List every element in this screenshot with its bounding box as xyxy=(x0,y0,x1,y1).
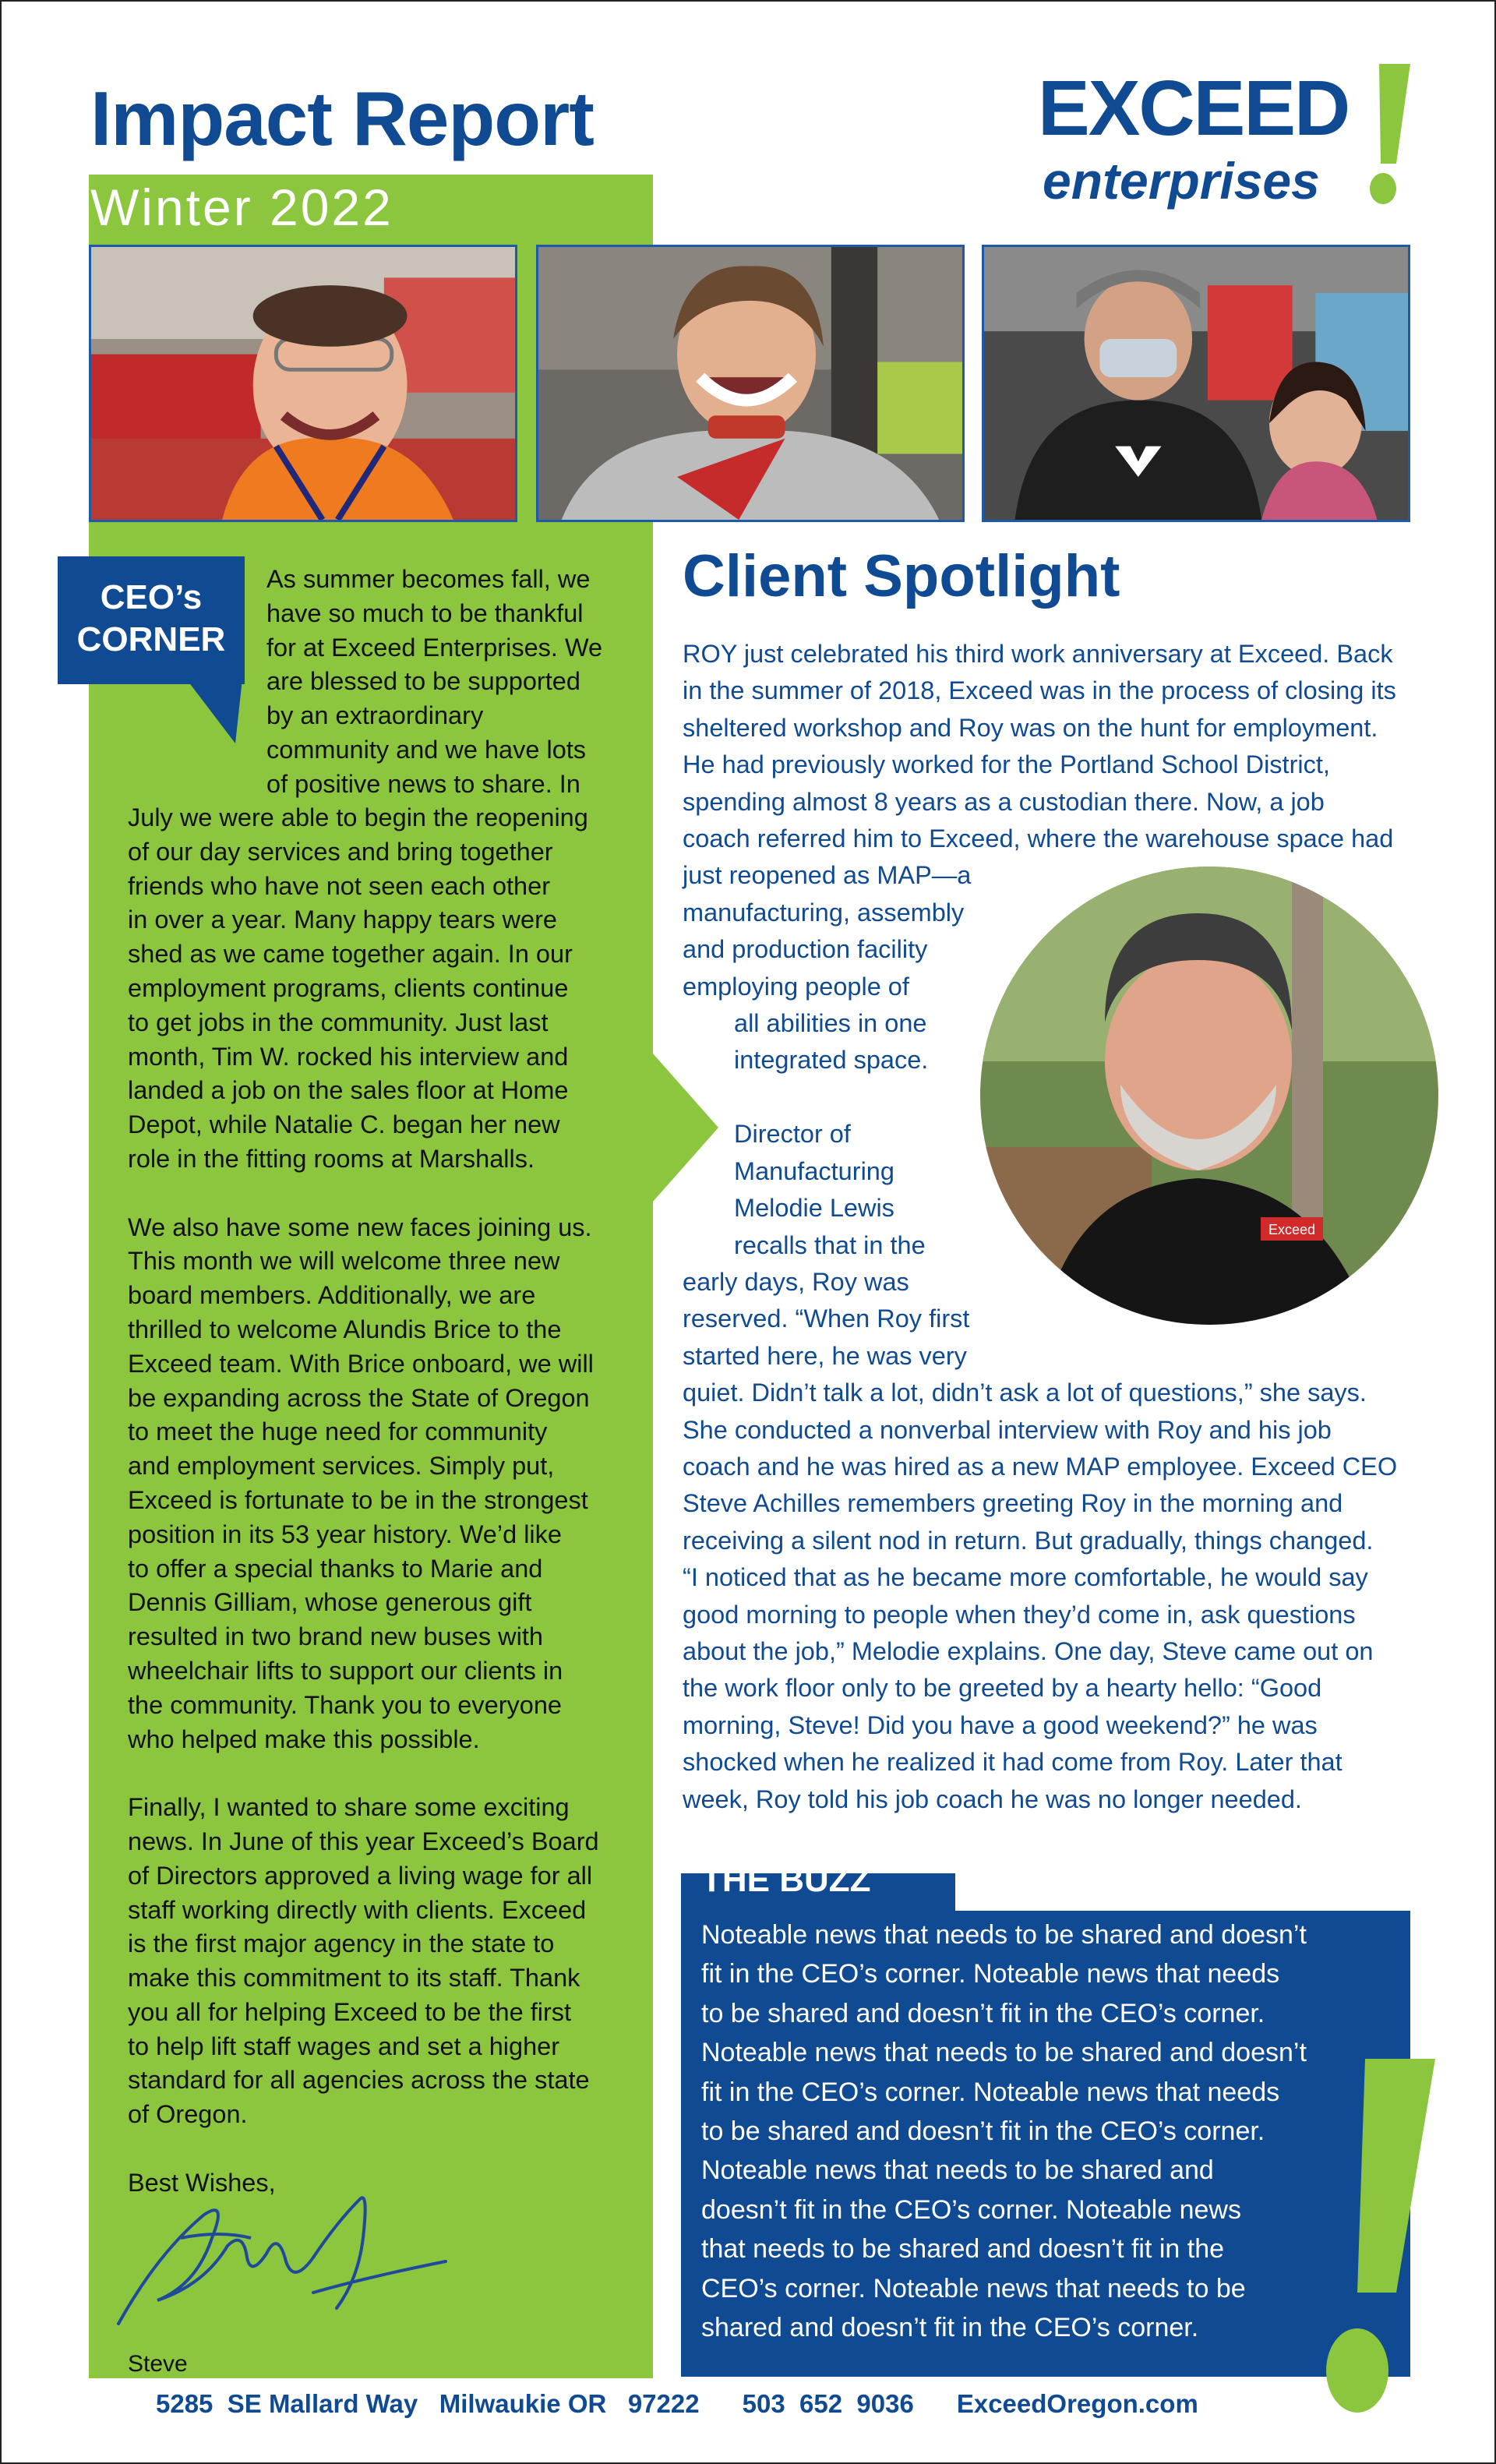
photo-roy xyxy=(980,867,1438,1325)
text-line: receiving a silent nod in return. But gradually, things changed. xyxy=(683,1526,1374,1555)
text-line: reserved. “When Roy first xyxy=(683,1304,970,1333)
text-line: is the first major agency in the state to xyxy=(128,1929,555,1958)
text-line: early days, Roy was xyxy=(683,1267,909,1296)
text-line: fit in the CEO’s corner. Noteable news that needs xyxy=(701,2077,1280,2107)
text-line: coach and he was hired as a new MAP employee. Exceed CEO xyxy=(683,1452,1398,1481)
text-line: Finally, I wanted to share some exciting xyxy=(128,1793,570,1822)
page-subtitle: Winter 2022 xyxy=(90,178,393,236)
text-line: recalls that in the xyxy=(734,1230,926,1259)
signoff-name: Steve xyxy=(128,2351,188,2377)
text-line: of our day services and bring together xyxy=(128,837,553,866)
page-title: Impact Report xyxy=(90,76,594,161)
speech-tail-icon xyxy=(181,672,243,750)
logo-word-enterprises: enterprises xyxy=(1043,152,1320,210)
text-line: Exceed is fortunate to be in the strongest xyxy=(128,1485,588,1514)
text-line: month, Tim W. rocked his interview and xyxy=(128,1042,569,1071)
text-line: resulted in two brand new buses with xyxy=(128,1622,543,1651)
text-line: by an extraordinary xyxy=(266,701,484,730)
text-line: We also have some new faces joining us. xyxy=(128,1213,592,1241)
footer-address: 5285 SE Mallard Way Milwaukie OR 97222 xyxy=(156,2389,700,2418)
text-line: to get jobs in the community. Just last xyxy=(128,1008,549,1036)
text-line: role in the fitting rooms at Marshalls. xyxy=(128,1144,535,1173)
text-line: employment programs, clients continue xyxy=(128,973,569,1002)
text-line: and employment services. Simply put, xyxy=(128,1452,555,1481)
text-line: thrilled to welcome Alundis Brice to the xyxy=(128,1315,562,1343)
text-line: the community. Thank you to everyone xyxy=(128,1690,563,1719)
text-line: you all for helping Exceed to be the first xyxy=(128,1997,572,2026)
text-line: July we were able to begin the reopening xyxy=(128,803,588,831)
ceo-letter-intro xyxy=(266,563,602,802)
text-line: He had previously worked for the Portland School District, xyxy=(683,750,1330,779)
text-line: ROY just celebrated his third work anniversary at Exceed. Back xyxy=(683,640,1393,668)
text-line: that needs to be shared and doesn’t fit in the xyxy=(701,2234,1225,2265)
text-line: doesn’t fit in the CEO’s corner. Noteable news xyxy=(701,2194,1241,2225)
text-line: Director of xyxy=(734,1120,851,1149)
text-line: about the job,” Melodie explains. One day, Steve came out on xyxy=(683,1636,1374,1665)
text-line: are blessed to be supported xyxy=(266,667,580,696)
text-line: make this commitment to its staff. Thank xyxy=(128,1964,580,1993)
text-line: employing people of xyxy=(683,972,909,1001)
buzz-notch xyxy=(955,1873,1415,1911)
text-line xyxy=(128,1177,599,1211)
text-line xyxy=(128,2132,599,2166)
logo-word-exceed: EXCEED xyxy=(1038,65,1350,152)
text-line: Depot, while Natalie C. began her new xyxy=(128,1110,560,1139)
text-line: of Directors approved a living wage for all xyxy=(128,1861,593,1890)
text-line: Dennis Gilliam, whose generous gift xyxy=(128,1588,532,1617)
text-line: board members. Additionally, we are xyxy=(128,1281,536,1310)
photo-client-smiling-woman xyxy=(536,245,965,522)
photo-client-orange-shirt xyxy=(89,245,517,522)
text-line: started here, he was very xyxy=(683,1341,967,1370)
text-line: position in its 53 year history. We’d like xyxy=(128,1520,562,1548)
signature-icon xyxy=(111,2183,469,2339)
text-line: standard for all agencies across the state xyxy=(128,2066,590,2095)
text-line: to help lift staff wages and set a higher xyxy=(128,2032,560,2060)
text-line: shared and doesn’t fit in the CEO’s corner. xyxy=(701,2313,1199,2343)
text-line: week, Roy told his job coach he was no longer needed. xyxy=(683,1784,1302,1813)
text-line: integrated space. xyxy=(734,1046,929,1075)
text-line: This month we will welcome three new xyxy=(128,1247,560,1276)
text-line: to offer a special thanks to Marie and xyxy=(128,1554,543,1583)
badge-line2: CORNER xyxy=(76,620,226,658)
text-line: Manufacturing xyxy=(734,1156,894,1185)
ceo-corner-badge xyxy=(58,556,245,684)
text-line: community and we have lots xyxy=(266,735,587,764)
text-line: friends who have not seen each other xyxy=(128,871,551,900)
text-line: She conducted a nonverbal interview with Roy and his job xyxy=(683,1415,1332,1444)
text-line xyxy=(128,1756,599,1791)
text-line: staff working directly with clients. Exceed xyxy=(128,1895,587,1924)
exclamation-icon xyxy=(1311,2059,1435,2425)
text-line: good morning to people when they’d come in, ask questions xyxy=(683,1600,1356,1629)
text-line: shocked when he realized it had come from Roy. Later that xyxy=(683,1748,1343,1777)
text-line: Noteable news that needs to be shared and doesn’t xyxy=(701,1920,1307,1950)
exclamation-icon xyxy=(1357,64,1412,212)
text-line: of positive news to share. In xyxy=(266,769,580,798)
exceed-logo xyxy=(1038,64,1412,220)
shirt-logo-text: Exceed xyxy=(1268,1222,1316,1237)
text-line: wheelchair lifts to support our clients in xyxy=(128,1656,563,1685)
text-line: Steve Achilles remembers greeting Roy in the morning and xyxy=(683,1489,1343,1518)
text-line: in over a year. Many happy tears were xyxy=(128,905,557,934)
text-line: be expanding across the State of Oregon xyxy=(128,1383,590,1412)
buzz-text xyxy=(701,1915,1307,2347)
text-line: just reopened as MAP—a xyxy=(683,861,972,890)
text-line: have so much to be thankful xyxy=(266,598,584,627)
ceo-letter-body xyxy=(128,801,599,2201)
text-line: coach referred him to Exceed, where the warehouse space had xyxy=(683,824,1394,853)
text-line: Noteable news that needs to be shared and xyxy=(701,2155,1214,2186)
text-line: and production facility xyxy=(683,935,928,964)
text-line: who helped make this possible. xyxy=(128,1724,480,1753)
photo-clients-at-table xyxy=(982,245,1410,522)
text-line: Exceed team. With Brice onboard, we will xyxy=(128,1349,594,1378)
text-line: “I noticed that as he became more comfortable, he would say xyxy=(683,1563,1368,1592)
text-line: Melodie Lewis xyxy=(734,1194,894,1223)
footer-contact xyxy=(156,2389,1198,2419)
text-line: for at Exceed Enterprises. We xyxy=(266,633,603,662)
text-line: CEO’s corner. Noteable news that needs to be xyxy=(701,2273,1246,2303)
text-line: As summer becomes fall, we xyxy=(266,565,591,593)
text-line: to be shared and doesn’t fit in the CEO’s corner. xyxy=(701,1998,1265,2028)
text-line: to meet the huge need for community xyxy=(128,1417,548,1446)
text-line: news. In June of this year Exceed’s Board xyxy=(128,1827,599,1855)
footer-website[interactable]: ExceedOregon.com xyxy=(956,2389,1198,2418)
text-line: in the summer of 2018, Exceed was in the process of closing its xyxy=(683,676,1396,705)
text-line: to be shared and doesn’t fit in the CEO’s corner. xyxy=(701,2116,1265,2147)
text-line: the work floor only to be greeted by a hearty hello: “Good xyxy=(683,1674,1322,1703)
text-line: Noteable news that needs to be shared and doesn’t xyxy=(701,2038,1307,2068)
text-line: shed as we came together again. In our xyxy=(128,940,573,969)
text-line: of Oregon. xyxy=(128,2100,248,2129)
text-line: fit in the CEO’s corner. Noteable news that needs xyxy=(701,1959,1280,1989)
badge-line1: CEO’s xyxy=(100,578,203,616)
text-line: morning, Steve! Did you have a good weekend?” he was xyxy=(683,1710,1318,1739)
footer-phone: 503 652 9036 xyxy=(742,2389,914,2418)
text-line: all abilities in one xyxy=(734,1009,927,1038)
client-spotlight-title: Client Spotlight xyxy=(683,543,1120,609)
text-line: sheltered workshop and Roy was on the hunt for employment. xyxy=(683,713,1378,742)
text-line: Best Wishes, xyxy=(128,2168,276,2197)
buzz-title: THE BUZZ xyxy=(701,1861,871,1899)
text-line: landed a job on the sales floor at Home xyxy=(128,1076,569,1105)
text-line: spending almost 8 years as a custodian there. Now, a job xyxy=(683,787,1325,816)
text-line: manufacturing, assembly xyxy=(683,898,965,927)
text-line: quiet. Didn’t talk a lot, didn’t ask a lot of questions,” she says. xyxy=(683,1378,1367,1407)
